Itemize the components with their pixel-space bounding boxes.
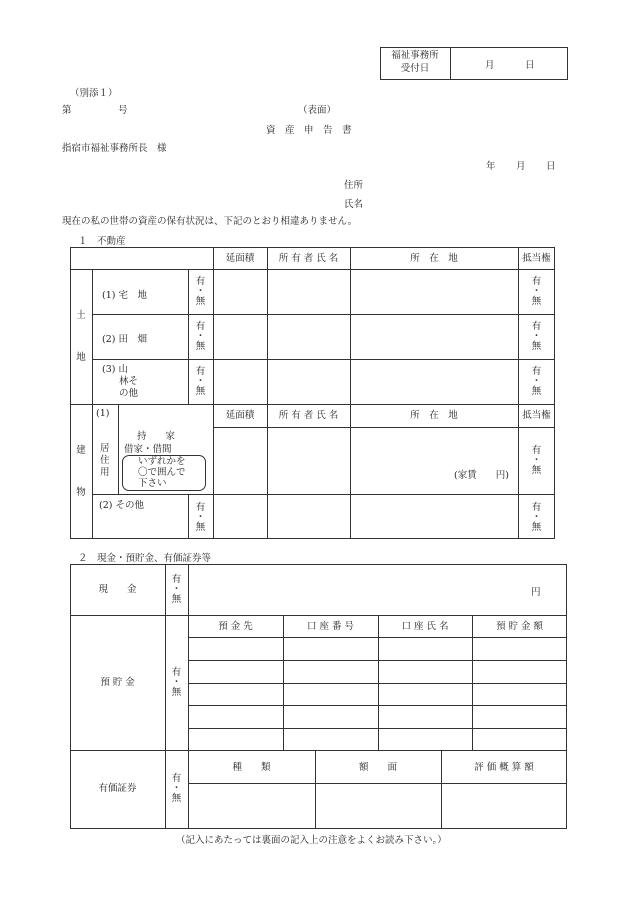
building-col-owner-name: 所 有 者 氏 名 [278, 410, 339, 421]
side-label: （表面） [298, 105, 337, 116]
other-building-mortgage: 有 ・ 無 [531, 502, 542, 533]
land-residential-yesno: 有 ・ 無 [195, 276, 206, 307]
number-suffix: 号 [118, 105, 128, 116]
securities-col-type: 種 類 [232, 762, 271, 773]
footer-note: （記入にあたっては裏面の記入上の注意をよくお読み下さい。） [176, 835, 447, 846]
residence-note: いずれかを 〇で囲んで 下さい [138, 456, 186, 489]
building-label-1: 建 [76, 445, 86, 456]
annex-label: （別添１） [70, 88, 118, 99]
receipt-office-label: 福祉事務所 [391, 50, 439, 61]
residence-rented: 借家・借間 [124, 444, 172, 455]
land-farmland-label: (2) 田 畑 [102, 334, 147, 345]
date-month: 月 [516, 161, 526, 172]
document-title: 資 産 申 告 書 [266, 125, 352, 136]
land-label-1: 土 [76, 310, 86, 321]
building-col-location: 所 在 地 [410, 410, 458, 421]
land-residential-label: (1) 宅 地 [102, 290, 147, 301]
building-col-floor-area: 延面積 [225, 410, 255, 421]
deposit-yesno: 有 ・ 無 [171, 667, 182, 698]
land-farmland-yesno: 有 ・ 無 [195, 321, 206, 352]
date-year: 年 [486, 161, 496, 172]
col-owner-name: 所 有 者 氏 名 [278, 253, 339, 264]
land-farmland-mortgage: 有 ・ 無 [531, 321, 542, 352]
receipt-received-label: 受付日 [400, 63, 430, 74]
cash-label: 現 金 [98, 584, 137, 595]
land-forest-yesno: 有 ・ 無 [195, 366, 206, 397]
col-mortgage: 抵当権 [522, 253, 551, 264]
deposit-col-bank: 預 金 先 [218, 621, 253, 632]
deposit-col-account-number: 口 座 番 号 [306, 621, 355, 632]
deposit-col-account-name: 口 座 氏 名 [401, 621, 449, 632]
declaration-text: 現在の私の世帯の資産の保有状況は、下記のとおり相違ありません。 [62, 216, 358, 227]
date-day: 日 [546, 161, 556, 172]
building-label-2: 物 [76, 487, 86, 498]
land-residential-mortgage: 有 ・ 無 [531, 276, 542, 307]
number-prefix: 第 [62, 105, 72, 116]
residence-number: (1) [96, 408, 110, 419]
securities-col-face-value: 額 面 [358, 762, 397, 773]
residence-label: 居 住 用 [100, 443, 110, 478]
receipt-month: 月 [485, 60, 495, 71]
securities-yesno: 有 ・ 無 [171, 773, 182, 804]
cash-yen: 円 [531, 587, 541, 598]
receipt-day: 日 [525, 60, 535, 71]
residence-owned: 持 家 [137, 431, 176, 442]
residence-mortgage: 有 ・ 無 [531, 445, 542, 476]
addressee: 指宿市福祉事務所長 様 [62, 143, 167, 154]
address-label: 住所 [344, 180, 364, 191]
land-forest-label: (3) 山 林そ の他 [102, 364, 139, 399]
building-col-mortgage: 抵当権 [522, 410, 551, 421]
col-floor-area: 延面積 [225, 253, 255, 264]
section1-heading: １ 不動産 [78, 236, 126, 247]
deposit-label: 預 貯 金 [100, 677, 135, 688]
securities-label: 有価証券 [98, 783, 137, 794]
col-location: 所 在 地 [410, 253, 458, 264]
other-building-label: (2) その他 [99, 500, 144, 511]
name-label: 氏名 [344, 199, 364, 210]
securities-col-estimate: 評 価 概 算 額 [474, 762, 534, 773]
deposit-col-amount: 預 貯 金 額 [495, 621, 544, 632]
cash-yesno: 有 ・ 無 [171, 574, 182, 605]
land-forest-mortgage: 有 ・ 無 [531, 366, 542, 397]
rent-note: (家賃 円) [454, 470, 509, 481]
section2-heading: ２ 現金・預貯金、有価証券等 [78, 553, 212, 564]
land-label-2: 地 [76, 352, 86, 363]
other-building-yesno: 有 ・ 無 [195, 502, 206, 533]
